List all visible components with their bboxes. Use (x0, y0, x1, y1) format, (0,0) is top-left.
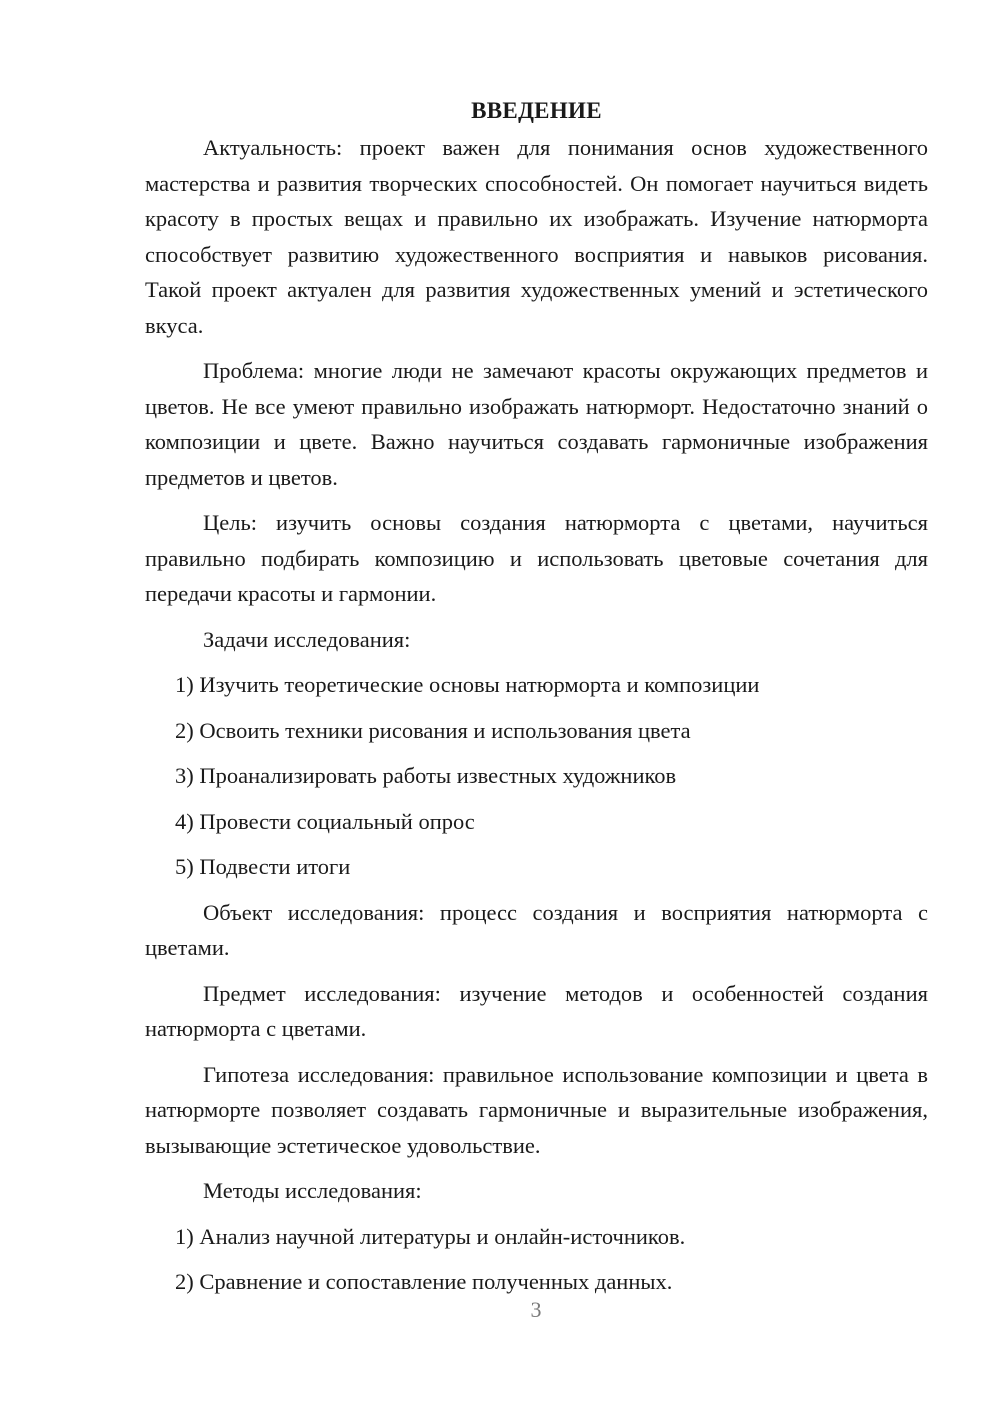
object-paragraph: Объект исследования: процесс создания и восприятия натюрморта с цветами. (145, 899, 928, 960)
problem-paragraph: Проблема: многие люди не замечают красоты окружающих предметов и цветов. Не все умеют правильно изображать натюрморт. Недостаточно знаний о композиции и цвете. Важно научиться создавать гармоничные изображения предметов и цветов. (145, 358, 928, 490)
list-item: 3) Проанализировать работы известных художников (175, 763, 677, 788)
hypothesis-paragraph: Гипотеза исследования: правильное использование композиции и цвета в натюрморте позволяет создавать гармоничные и выразительные изображения, вызывающие эстетическое удовольствие. (145, 1061, 928, 1158)
tasks-heading: Задачи исследования: (203, 626, 411, 652)
tasks-list (145, 667, 928, 885)
goal-paragraph: Цель: изучить основы создания натюрморта с цветами, научиться правильно подбирать композицию и использовать цветовые сочетания для передачи красоты и гармонии. (145, 510, 928, 606)
methods-list (145, 1219, 928, 1300)
list-item: 2) Освоить техники рисования и использования цвета (175, 717, 691, 743)
list-item: 4) Провести социальный опрос (175, 808, 475, 834)
list-item: 1) Анализ научной литературы и онлайн-источников. (175, 1223, 686, 1249)
relevance-paragraph: Актуальность: проект важен для понимания основ художественного мастерства и развития творческих способностей. Он помогает научиться видеть красоту в простых вещах и правильно их изображать. Изучение натюрморта способствует развитию художественного восприятия и навыков рисования. Такой проект актуален для развития художественных умений и эстетического вкуса. (145, 135, 928, 338)
list-item: 5) Подвести итоги (175, 854, 351, 879)
list-item: 1) Изучить теоретические основы натюрморта и композиции (175, 672, 760, 697)
section-title: ВВЕДЕНИЕ (471, 98, 602, 123)
subject-paragraph: Предмет исследования: изучение методов и особенностей создания натюрморта с цветами. (145, 980, 928, 1041)
methods-heading: Методы исследования: (203, 1178, 422, 1203)
page-number: 3 (530, 1297, 542, 1322)
page-content (145, 96, 928, 1310)
list-item: 2) Сравнение и сопоставление полученных данных. (175, 1269, 673, 1294)
